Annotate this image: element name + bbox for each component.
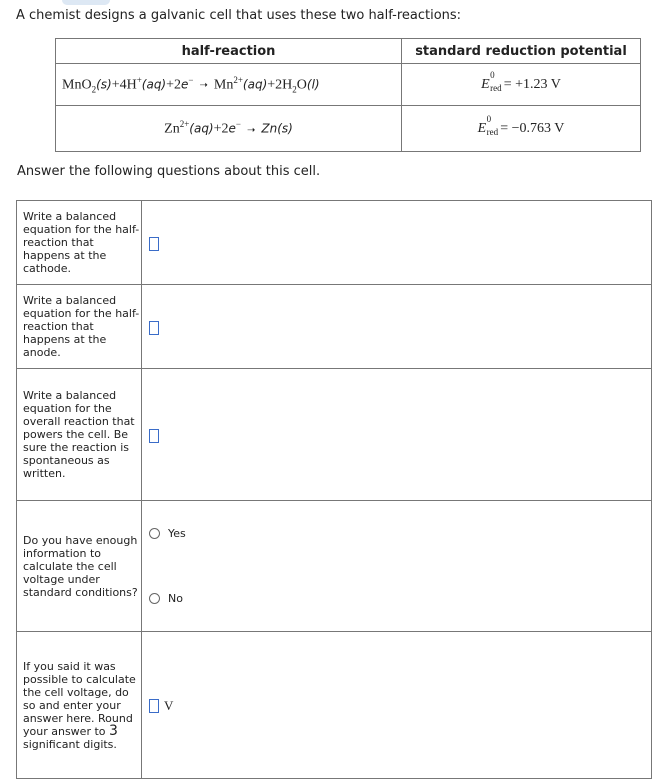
half-reaction-2: $Zn^{2+}(aq)+2e^-➝$ Zn(s): [56, 106, 402, 152]
col-potential: standard reduction potential: [402, 39, 641, 64]
answer-heading: Answer the following questions about this cell.: [17, 164, 321, 179]
questions-table: [16, 200, 652, 779]
top-tab-decoration: [62, 0, 110, 5]
half-reaction-table: [55, 38, 641, 152]
option-yes[interactable]: Yes: [149, 527, 651, 540]
anode-equation-input[interactable]: [149, 321, 159, 335]
voltage-input[interactable]: [149, 699, 159, 713]
overall-equation-input[interactable]: [149, 429, 159, 443]
question-overall: Write a balanced equation for the overall reaction that powers the cell. Be sure the reaction is spontaneous as written.: [17, 369, 142, 501]
question-cathode: Write a balanced equation for the half-reaction that happens at the cathode.: [17, 201, 142, 285]
volt-unit: V: [164, 698, 174, 713]
question-anode: Write a balanced equation for the half-reaction that happens at the anode.: [17, 285, 142, 369]
potential-1: E 0 red = +1.23 V: [402, 64, 641, 106]
question-voltage: If you said it was possible to calculate the cell voltage, do so and enter your answer here. Round your answer to 3 significant digits.: [17, 632, 142, 779]
option-no[interactable]: No: [149, 592, 651, 605]
intro-text: A chemist designs a galvanic cell that uses these two half-reactions:: [16, 8, 462, 23]
no-radio[interactable]: [149, 593, 160, 604]
yes-radio[interactable]: [149, 528, 160, 539]
col-half-reaction: half-reaction: [56, 39, 402, 64]
question-enough-info: Do you have enough information to calculate the cell voltage under standard conditions?: [17, 501, 142, 632]
potential-2: E 0 red = −0.763 V: [402, 106, 641, 152]
cathode-equation-input[interactable]: [149, 237, 159, 251]
half-reaction-1: MnO$_2$(s)+4H+(aq)+2e−➝ $Mn^{2+}(aq)+2H_2O(l)$: [56, 64, 402, 106]
